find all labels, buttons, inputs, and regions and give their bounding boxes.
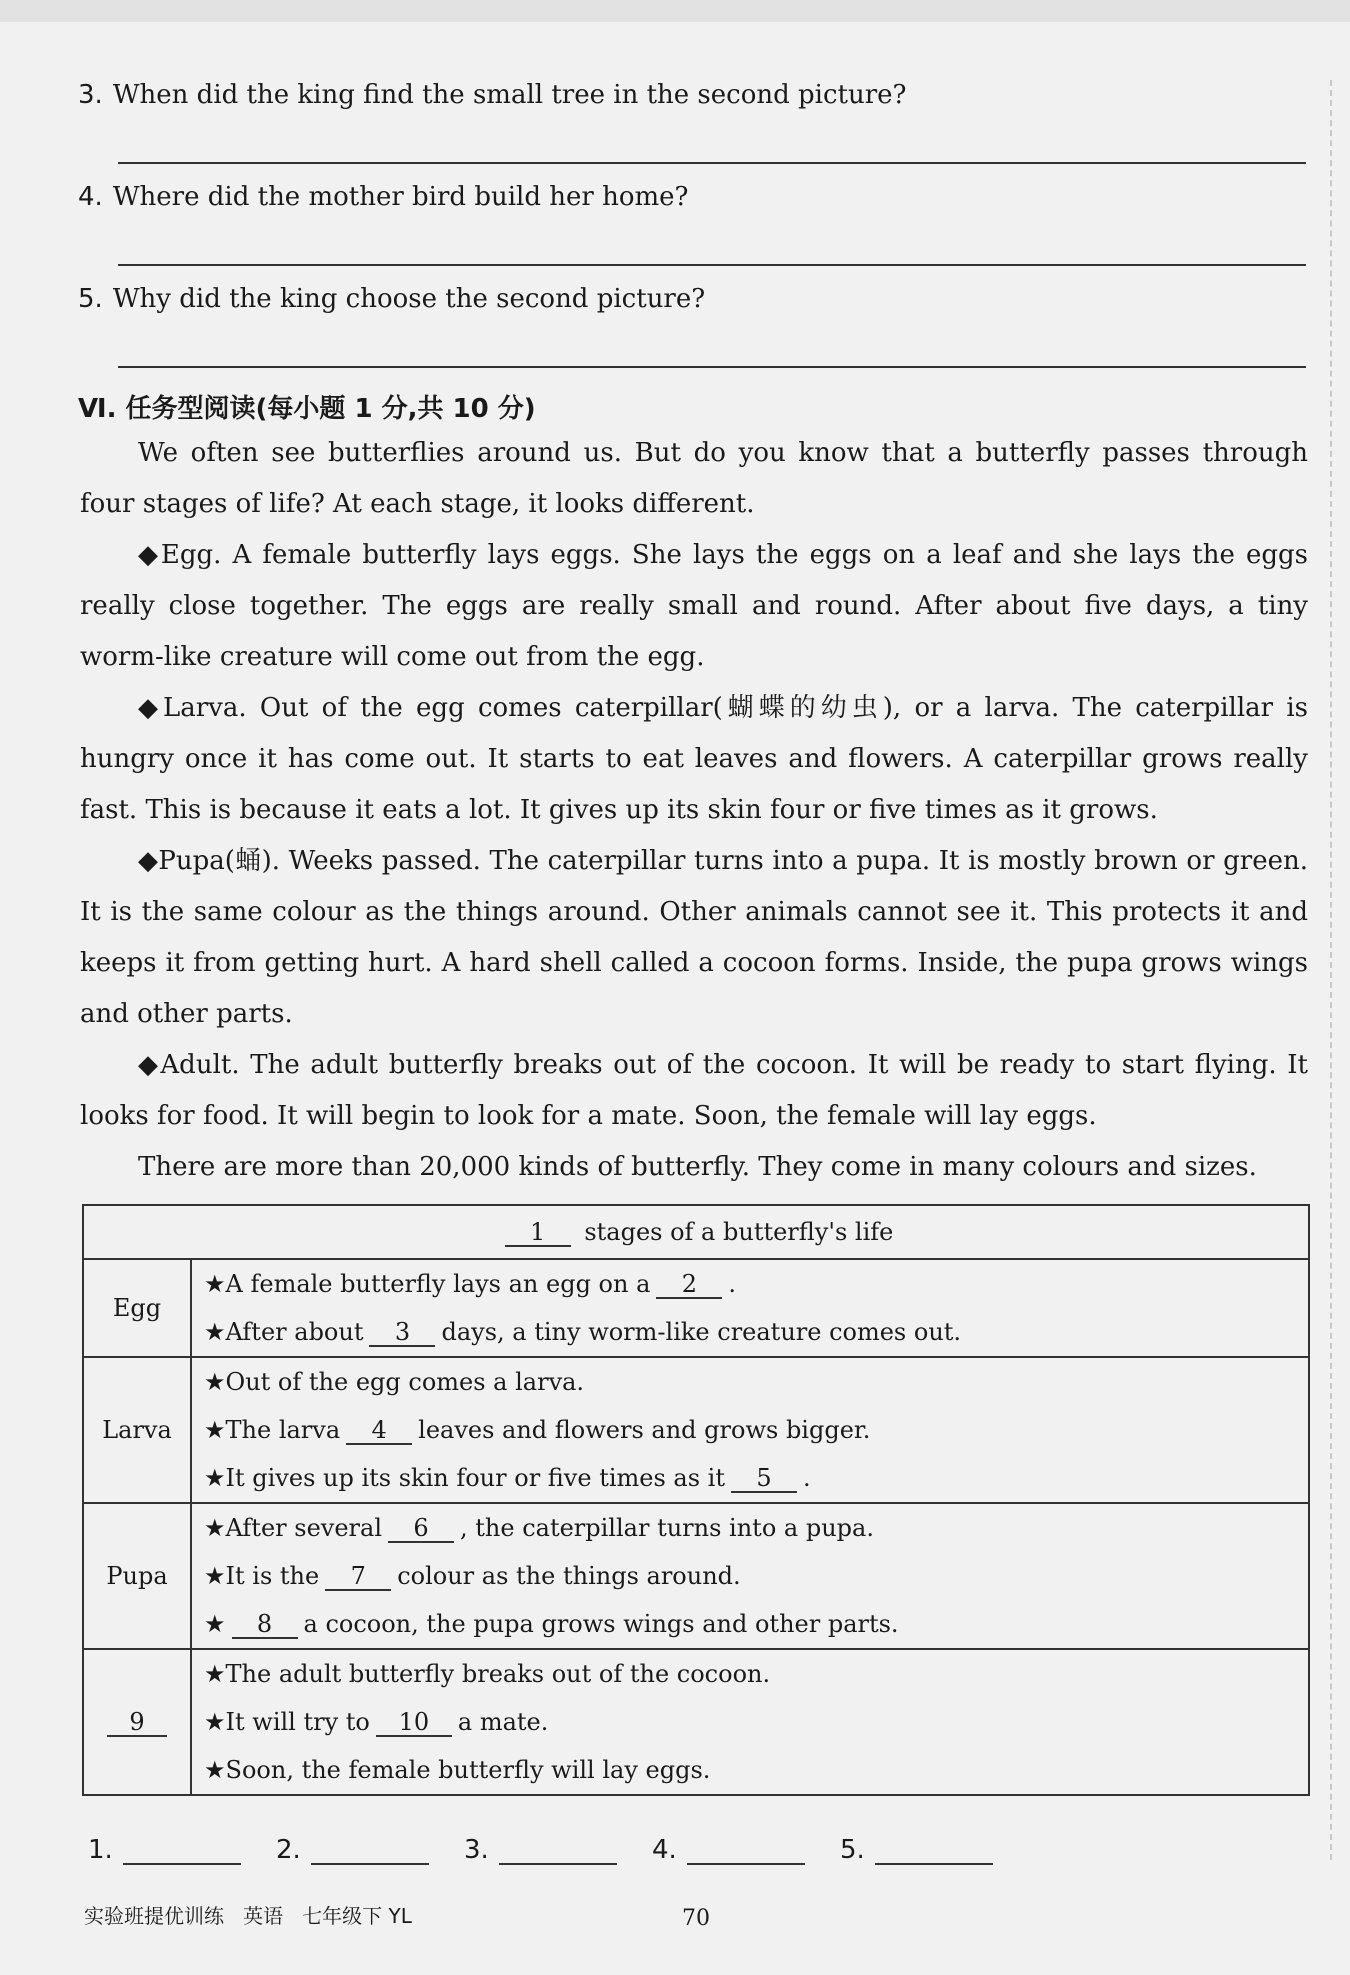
footer-subject: 英语 [243, 1904, 284, 1928]
answer-blank-2[interactable] [311, 1837, 429, 1865]
larva-line-3: ★It gives up its skin four or five times as it 5 . [204, 1464, 811, 1492]
pupa-cell [191, 1503, 1309, 1649]
cut-line [1330, 80, 1332, 1860]
passage-intro: We often see butterflies around us. But do you know that a butterfly passes through four stages of life? At each stage, it looks different. [80, 438, 1308, 519]
blank-6[interactable]: 6 [388, 1515, 454, 1543]
larva-line-1: ★Out of the egg comes a larva. [204, 1368, 585, 1396]
question-text: When did the king find the small tree in the second picture? [112, 80, 907, 110]
passage-closing: There are more than 20,000 kinds of butterfly. They come in many colours and sizes. [138, 1152, 1257, 1182]
answer-blank-5[interactable] [875, 1837, 993, 1865]
egg-line-2: ★After about 3 days, a tiny worm-like creature comes out. [204, 1318, 962, 1346]
answer-5: 5. [840, 1835, 1028, 1865]
blank-2[interactable]: 2 [656, 1271, 722, 1299]
answer-blank-4[interactable] [687, 1837, 805, 1865]
reading-passage [80, 428, 1308, 1193]
passage-adult: ◆Adult. The adult butterfly breaks out of the cocoon. It will be ready to start flying. It looks for food. It will begin to look for a mate. Soon, the female will lay eggs. [80, 1050, 1308, 1131]
footer-grade: 七年级下 YL [302, 1904, 412, 1928]
blank-8[interactable]: 8 [232, 1611, 298, 1639]
page-number: 70 [682, 1906, 710, 1931]
question-3 [78, 80, 907, 110]
table-title: stages of a butterfly's life [584, 1217, 894, 1246]
pupa-line-3: ★ 8 a cocoon, the pupa grows wings and other parts. [204, 1610, 899, 1638]
row-label-larva: Larva [83, 1357, 191, 1503]
table-header [83, 1205, 1309, 1259]
footer-info [84, 1900, 412, 1929]
answer-1: 1. [88, 1835, 276, 1865]
answer-line-q4[interactable] [118, 264, 1306, 266]
blank-9[interactable]: 9 [107, 1709, 167, 1737]
blank-4[interactable]: 4 [346, 1417, 412, 1445]
answer-3: 3. [464, 1835, 652, 1865]
larva-line-2: ★The larva 4 leaves and flowers and grows bigger. [204, 1416, 871, 1444]
question-number: 4. [78, 182, 103, 212]
question-4 [78, 182, 688, 212]
egg-line-1: ★A female butterfly lays an egg on a 2 . [204, 1270, 737, 1298]
pupa-line-1: ★After several 6 , the caterpillar turns into a pupa. [204, 1514, 874, 1542]
task-table [82, 1204, 1310, 1796]
question-5 [78, 284, 705, 314]
question-text: Where did the mother bird build her home? [112, 182, 689, 212]
row-label-egg: Egg [83, 1259, 191, 1357]
passage-pupa: ◆Pupa(蛹). Weeks passed. The caterpillar turns into a pupa. It is mostly brown or green. It is the same colour as the things around. Other animals cannot see it. This protects it and keeps it from getting hurt. A hard shell called a cocoon forms. Inside, the pupa grows wings and other parts. [80, 846, 1308, 1029]
blank-7[interactable]: 7 [325, 1563, 391, 1591]
blank-10[interactable]: 10 [376, 1709, 452, 1737]
passage-larva: ◆Larva. Out of the egg comes caterpillar(蝴蝶的幼虫), or a larva. The caterpillar is hungry once it has come out. It starts to eat leaves and flowers. A caterpillar grows really fast. This is because it eats a lot. It gives up its skin four or five times as it grows. [80, 693, 1308, 825]
answer-row [88, 1835, 1028, 1865]
answer-4: 4. [652, 1835, 840, 1865]
adult-line-3: ★Soon, the female butterfly will lay eggs. [204, 1756, 711, 1784]
passage-egg: ◆Egg. A female butterfly lays eggs. She lays the eggs on a leaf and she lays the eggs really close together. The eggs are really small and round. After about five days, a tiny worm-like creature will come out from the egg. [80, 540, 1308, 672]
row-label-pupa: Pupa [83, 1503, 191, 1649]
section-title: Ⅵ. 任务型阅读(每小题 1 分,共 10 分) [78, 394, 536, 424]
footer-book: 实验班提优训练 [84, 1904, 224, 1928]
row-label-adult [83, 1649, 191, 1795]
adult-line-2: ★It will try to 10 a mate. [204, 1708, 549, 1736]
blank-1[interactable]: 1 [505, 1219, 571, 1247]
question-number: 5. [78, 284, 103, 314]
answer-line-q5[interactable] [118, 366, 1306, 368]
adult-line-1: ★The adult butterfly breaks out of the cocoon. [204, 1660, 771, 1688]
egg-cell [191, 1259, 1309, 1357]
pupa-line-2: ★It is the 7 colour as the things around. [204, 1562, 741, 1590]
answer-line-q3[interactable] [118, 162, 1306, 164]
larva-cell [191, 1357, 1309, 1503]
adult-cell [191, 1649, 1309, 1795]
answer-blank-1[interactable] [123, 1837, 241, 1865]
question-text: Why did the king choose the second picture? [112, 284, 706, 314]
blank-5[interactable]: 5 [731, 1465, 797, 1493]
question-number: 3. [78, 80, 103, 110]
answer-blank-3[interactable] [499, 1837, 617, 1865]
answer-2: 2. [276, 1835, 464, 1865]
blank-3[interactable]: 3 [369, 1319, 435, 1347]
page-top-edge [0, 0, 1350, 22]
